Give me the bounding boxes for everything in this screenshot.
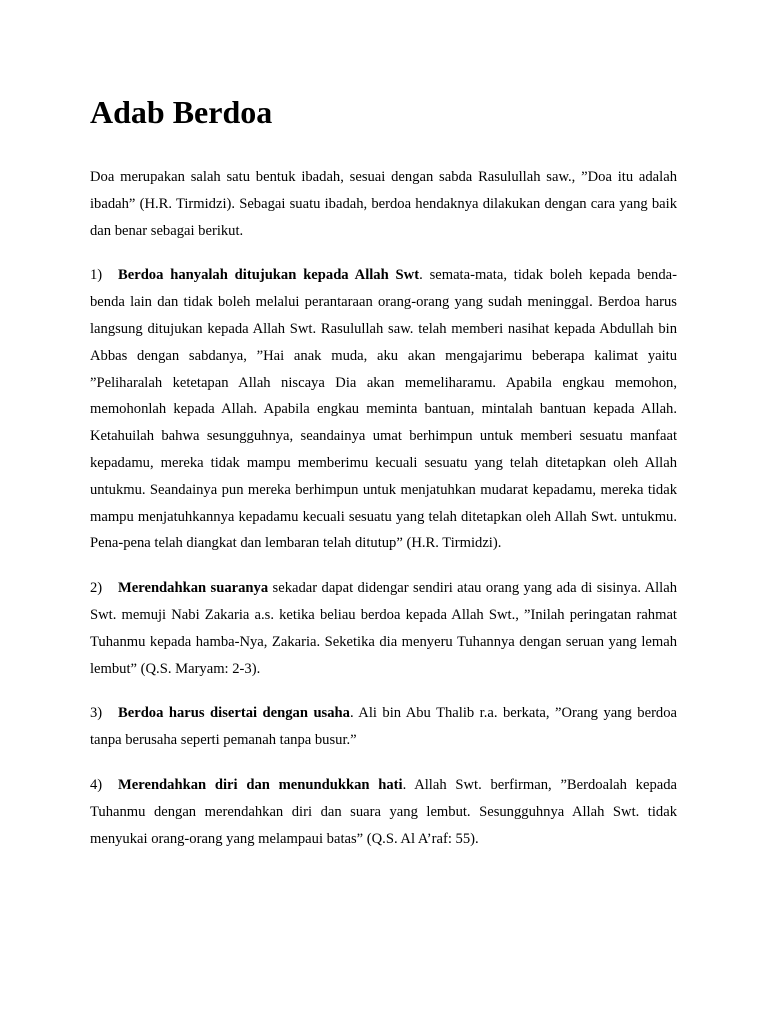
- item-heading: Berdoa harus disertai dengan usaha: [118, 705, 350, 722]
- document-title: Adab Berdoa: [90, 94, 273, 130]
- item-body: . semata-mata, tidak boleh kepada benda-benda lain dan tidak boleh melalui perantaraan orang-orang yang sudah meninggal. Berdoa harus langsung ditujukan kepada Allah Swt. Rasulullah saw. telah memberi nasihat kepada Abdullah bin Abbas dengan sabdanya, ”Hai anak muda, aku akan mengajarimu beberapa kalimat yaitu ”Peliharalah ketetapan Allah niscaya Dia akan memeliharamu. Apabila engkau memohon, memohonlah kepada Allah. Apabila engkau meminta bantuan, mintalah bantuan kepada Allah. Ketahuilah bahwa sesungguhnya, seandainya umat berhimpun untuk memberi sesuatu manfaat kepadamu, mereka tidak mampu memberimu kecuali sesuatu yang telah ditetapkan oleh Allah untukmu. Seandainya pun mereka berhimpun untuk menjatuhkan mudarat kepadamu, mereka tidak mampu menjatuhkannya kepadamu kecuali sesuatu yang telah ditetapkan oleh Allah Swt. untukmu. Pena-pena telah diangkat dan lembaran telah ditutup” (H.R. Tirmidzi).: [90, 267, 677, 552]
- list-item: [90, 575, 677, 682]
- item-number: 1): [90, 267, 103, 284]
- item-number: 3): [90, 705, 103, 722]
- list-item: [90, 772, 677, 852]
- item-body: . Allah Swt. berfirman, ”Berdoalah kepada Tuhanmu dengan merendahkan diri dan suara yang lembut. Sesungguhnya Allah Swt. tidak menyukai orang-orang yang melampaui batas” (Q.S. Al A’raf: 55).: [90, 776, 677, 847]
- intro-paragraph: Doa merupakan salah satu bentuk ibadah, sesuai dengan sabda Rasulullah saw., ”Doa itu adalah ibadah” (H.R. Tirmidzi). Sebagai suatu ibadah, berdoa hendaknya dilakukan dengan cara yang baik dan benar sebagai berikut.: [90, 169, 677, 239]
- item-number: 2): [90, 580, 103, 597]
- list-item: [90, 700, 677, 754]
- document-page: [90, 90, 677, 870]
- item-number: 4): [90, 776, 103, 793]
- item-heading: Merendahkan suaranya: [118, 580, 269, 597]
- item-body: sekadar dapat didengar sendiri atau orang yang ada di sisinya. Allah Swt. memuji Nabi Zakaria a.s. ketika beliau berdoa kepada Allah Swt., ”Inilah peringatan rahmat Tuhanmu kepada hamba-Nya, Zakaria. Seketika dia menyeru Tuhannya dengan seruan yang lemah lembut” (Q.S. Maryam: 2-3).: [90, 580, 678, 677]
- list-item: [90, 262, 677, 557]
- item-heading: Berdoa hanyalah ditujukan kepada Allah Swt: [118, 267, 420, 284]
- item-body: . Ali bin Abu Thalib r.a. berkata, ”Orang yang berdoa tanpa berusaha seperti pemanah tanpa busur.”: [90, 705, 677, 749]
- item-heading: Merendahkan diri dan menundukkan hati: [118, 776, 403, 793]
